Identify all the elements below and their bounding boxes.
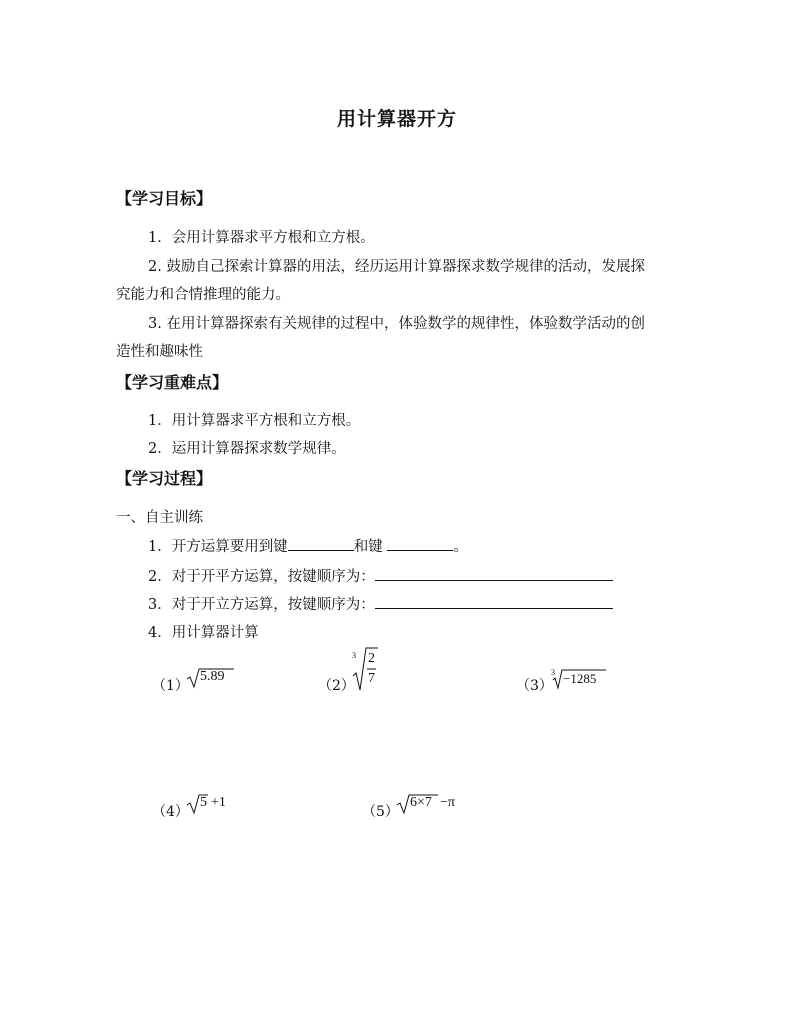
process-heading: 【学习过程】 — [116, 469, 213, 488]
process-subheading: 一、自主训练 — [116, 510, 203, 526]
goal-item-3-line-2: 造性和趣味性 — [116, 344, 203, 360]
answer-blank-3[interactable] — [375, 579, 613, 581]
question-2-text: 2．对于开平方运算，按键顺序为： — [148, 569, 375, 585]
question-1-text-b: 和键 — [353, 539, 383, 555]
question-2 — [148, 565, 613, 586]
key-point-item-2: 2．运用计算器探求数学规律。 — [148, 441, 346, 457]
exercise-1-label: （1） — [152, 678, 189, 694]
exercise-4-radicand: 5 — [200, 795, 207, 810]
exercise-4-expression — [186, 793, 236, 815]
exercise-5-expression — [396, 793, 468, 815]
radical-sign-icon — [350, 646, 380, 692]
key-point-item-1: 1．用计算器求平方根和立方根。 — [148, 413, 361, 429]
question-4: 4．用计算器计算 — [148, 625, 259, 641]
page-title: 用计算器开方 — [336, 108, 457, 130]
question-3 — [148, 593, 613, 614]
exercise-2-index: 3 — [352, 651, 356, 660]
exercise-2-denominator: 7 — [368, 671, 375, 686]
exercise-5-label: （5） — [362, 804, 399, 820]
goal-item-1: 1．会用计算器求平方根和立方根。 — [148, 230, 375, 246]
goal-item-2-line-1: 2. 鼓励自己探索计算器的用法，经历运用计算器探求数学规律的活动，发展探 — [148, 259, 645, 275]
exercise-2-expression — [350, 646, 380, 692]
question-1-text-c: 。 — [453, 539, 468, 555]
radical-sign-icon — [396, 793, 468, 815]
question-1-text-a: 1．开方运算要用到键 — [148, 539, 288, 555]
exercise-3-radicand: −1285 — [563, 671, 597, 686]
exercise-5-radicand: 6×7 — [410, 795, 432, 810]
exercise-4-rest: +1 — [211, 795, 226, 810]
answer-blank-2[interactable] — [387, 549, 453, 551]
key-points-heading: 【学习重难点】 — [116, 373, 229, 392]
exercise-3-label: （3） — [516, 678, 553, 694]
goal-item-2-line-2: 究能力和合情推理的能力。 — [116, 287, 290, 303]
exercise-1-radicand: 5.89 — [200, 669, 225, 684]
exercise-5-rest: −π — [440, 795, 455, 810]
answer-blank-1[interactable] — [288, 549, 354, 551]
goals-heading: 【学习目标】 — [116, 189, 213, 208]
question-1 — [148, 535, 468, 556]
exercise-2-numerator: 2 — [368, 651, 375, 666]
answer-blank-4[interactable] — [375, 607, 613, 609]
exercise-1-expression — [186, 667, 236, 689]
exercise-3-index: 3 — [551, 668, 555, 677]
exercise-4-label: （4） — [152, 804, 189, 820]
question-3-text: 3．对于开立方运算，按键顺序为： — [148, 597, 375, 613]
exercise-2-label: （2） — [318, 678, 355, 694]
exercise-3-expression — [550, 668, 608, 690]
goal-item-3-line-1: 3. 在用计算器探索有关规律的过程中，体验数学的规律性，体验数学活动的创 — [148, 316, 645, 332]
